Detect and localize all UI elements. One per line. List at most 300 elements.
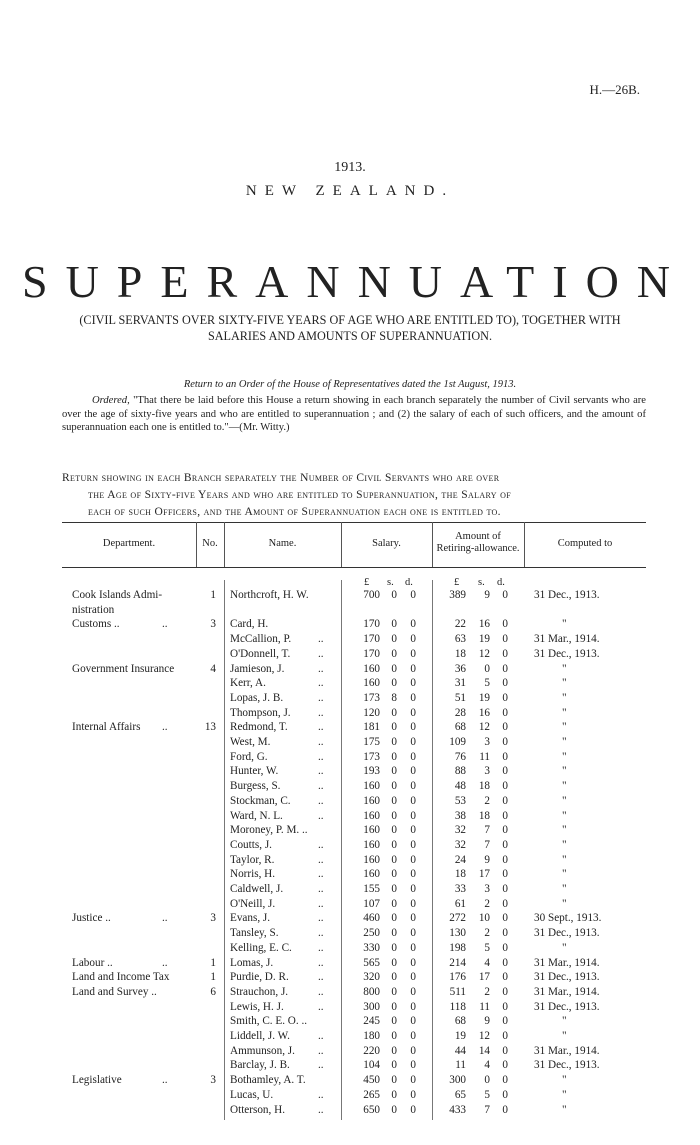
retiring-pence-cell: 0 [502,941,508,954]
name-cell: Northcroft, H. W. [230,589,309,601]
salary-shillings-cell: 0 [391,927,397,940]
retiring-shillings-cell: 14 [478,1044,490,1057]
name-cell: Norris, H. [230,868,276,881]
retiring-pounds-cell: 18 [454,868,466,881]
table-row [62,1103,646,1117]
salary-pounds-cell: 330 [363,941,380,954]
retiring-pence-cell: 0 [502,1000,508,1013]
computed-to-cell: " [562,883,567,895]
salary-pence-cell: 0 [410,618,416,631]
retiring-pounds-cell: 19 [454,1030,466,1042]
table-row [62,588,646,602]
table-row [62,779,646,793]
salary-pounds-cell: 160 [363,780,380,793]
number-cell: 3 [210,1074,216,1087]
retiring-pence-cell: 0 [502,883,508,895]
table-row [62,764,646,778]
name-leader-dots: .. [318,1103,324,1116]
document-subtitle: (CIVIL SERVANTS OVER SIXTY-FIVE YEARS OF AGE WHO ARE ENTITLED TO), TOGETHER WITH SALARIES AND AMOUNTS OF SUPERANNUATION. [79,313,621,343]
retiring-pence-cell: 0 [502,794,508,807]
salary-pence-cell: 0 [410,691,416,704]
department-cell: Land and Survey .. [72,985,157,998]
retiring-pounds-cell: 24 [454,853,466,866]
unit-shillings: s. [478,577,485,588]
computed-to-cell: " [562,765,567,778]
retiring-pounds-cell: 61 [454,897,466,910]
retiring-shillings-cell: 18 [478,780,490,793]
retiring-pounds-cell: 31 [454,677,466,690]
name-leader-dots: .. [318,1000,324,1013]
retiring-pounds-cell: 38 [454,809,466,822]
document-reference: H.—26B. [589,82,640,97]
name-cell: Thompson, J. [230,706,291,719]
retiring-shillings-cell: 12 [478,1030,490,1042]
retiring-shillings-cell: 0 [484,1074,490,1087]
document-title: SUPERANNUATION [21,256,689,307]
retiring-shillings-cell: 7 [484,824,490,837]
number-cell: 13 [204,721,216,734]
salary-shillings-cell: 0 [391,912,397,925]
salary-pence-cell: 0 [410,912,416,925]
salary-shillings-cell: 0 [391,662,397,675]
name-cell: Ammunson, J. [230,1044,295,1057]
table-row [62,1058,646,1072]
retiring-shillings-cell: 2 [484,985,490,998]
computed-to-cell: 31 Dec., 1913. [534,1000,600,1013]
retiring-pounds-cell: 33 [454,883,466,895]
salary-pounds-cell: 170 [363,633,380,646]
header-name: Name. [268,538,297,549]
unit-shillings: s. [387,577,394,588]
retiring-pence-cell: 0 [502,662,508,675]
salary-shillings-cell: 0 [391,1074,397,1087]
salary-pounds-cell: 220 [363,1044,380,1057]
name-leader-dots: .. [318,941,324,954]
table-row [62,706,646,720]
table-row [62,662,646,676]
computed-to-cell: 31 Mar., 1914. [534,633,600,646]
computed-to-cell: " [562,1030,567,1042]
salary-pence-cell: 0 [410,838,416,851]
retiring-pence-cell: 0 [502,677,508,690]
salary-pounds-cell: 700 [363,589,380,601]
name-cell: Lucas, U. [230,1088,274,1101]
retiring-pounds-cell: 88 [454,765,466,778]
retiring-shillings-cell: 2 [484,927,490,940]
department-cell: Labour .. [72,956,113,969]
table-row [62,970,646,984]
department-cell: nistration [72,603,115,616]
salary-pence-cell: 0 [410,750,416,763]
computed-to-cell: " [562,897,567,910]
table-row [62,1073,646,1087]
name-cell: Caldwell, J. [230,883,284,895]
retiring-shillings-cell: 4 [484,1059,490,1072]
department-leader-dots: .. [162,721,168,734]
ordered-text: "That there be laid before this House a return showing in each branch separately the number of Civil servants who are over the age of sixty-five years and who are entitled to superannuation ; and (2) the salary of each of such officers, and the amount of superannuation each one is entitled to."—(Mr. Witty.) [62,395,646,433]
computed-to-cell: " [562,721,567,734]
salary-pounds-cell: 450 [363,1074,380,1087]
salary-pounds-cell: 160 [363,838,380,851]
table-row [62,632,646,646]
name-cell: Barclay, J. B. [230,1059,290,1072]
retiring-shillings-cell: 10 [478,912,490,925]
name-cell: Kerr, A. [230,677,266,690]
return-to-order: Return to an Order of the House of Representatives dated the 1st August, 1913. [183,379,517,390]
salary-pounds-cell: 800 [363,985,380,998]
salary-pounds-cell: 160 [363,794,380,807]
salary-pence-cell: 0 [410,956,416,969]
salary-pence-cell: 0 [410,589,416,601]
name-leader-dots: .. [318,794,324,807]
name-cell: Lewis, H. J. [230,1000,284,1013]
salary-pence-cell: 0 [410,1103,416,1116]
salary-shillings-cell: 0 [391,765,397,778]
retiring-shillings-cell: 3 [484,765,490,778]
salary-pounds-cell: 173 [363,750,380,763]
computed-to-cell: 31 Dec., 1913. [534,927,600,940]
salary-pounds-cell: 300 [363,1000,380,1013]
name-leader-dots: .. [318,706,324,719]
retiring-shillings-cell: 2 [484,794,490,807]
table-row [62,676,646,690]
department-cell: Legislative [72,1074,122,1087]
salary-pounds-cell: 160 [363,853,380,866]
retiring-pounds-cell: 32 [454,838,466,851]
name-cell: Ford, G. [230,750,268,763]
retiring-shillings-cell: 12 [478,647,490,660]
retiring-pounds-cell: 433 [449,1103,466,1116]
retiring-shillings-cell: 5 [484,941,490,954]
table-row [62,956,646,970]
retiring-shillings-cell: 12 [478,721,490,734]
retiring-pounds-cell: 53 [454,794,466,807]
name-leader-dots: .. [318,809,324,822]
retiring-pounds-cell: 36 [454,662,466,675]
name-cell: Lopas, J. B. [230,691,284,704]
salary-shillings-cell: 0 [391,824,397,837]
header-retiring-allowance [432,531,524,555]
salary-pence-cell: 0 [410,941,416,954]
name-leader-dots: .. [318,662,324,675]
table-row [62,911,646,925]
retiring-pence-cell: 0 [502,824,508,837]
name-leader-dots: .. [318,691,324,704]
retiring-pence-cell: 0 [502,721,508,734]
table-row [62,985,646,999]
document-country: NEW ZEALAND. [245,183,455,199]
salary-pence-cell: 0 [410,1015,416,1028]
name-leader-dots: .. [318,721,324,734]
name-leader-dots: .. [318,1030,324,1042]
salary-pence-cell: 0 [410,809,416,822]
retiring-pounds-cell: 65 [454,1088,466,1101]
retiring-pence-cell: 0 [502,853,508,866]
salary-pence-cell: 0 [410,971,416,984]
retiring-pence-cell: 0 [502,897,508,910]
salary-pence-cell: 0 [410,1030,416,1042]
retiring-pence-cell: 0 [502,1015,508,1028]
name-cell: Evans, J. [230,912,271,925]
name-cell: Redmond, T. [230,721,288,734]
retiring-shillings-cell: 11 [479,1000,490,1013]
salary-pence-cell: 0 [410,1000,416,1013]
computed-to-cell: " [562,691,567,704]
name-cell: Hunter, W. [230,765,279,778]
retiring-shillings-cell: 17 [478,868,490,881]
salary-pence-cell: 0 [410,1088,416,1101]
salary-shillings-cell: 0 [391,633,397,646]
name-cell: Smith, C. E. O. .. [230,1015,308,1028]
retiring-shillings-cell: 16 [478,618,490,631]
salary-pence-cell: 0 [410,780,416,793]
name-leader-dots: .. [318,780,324,793]
retiring-pounds-cell: 76 [454,750,466,763]
salary-shillings-cell: 0 [391,647,397,660]
computed-to-cell: " [562,824,567,837]
table-row [62,926,646,940]
name-cell: Otterson, H. [230,1103,285,1116]
retiring-pence-cell: 0 [502,589,508,601]
name-cell: Liddell, J. W. [230,1030,290,1042]
department-leader-dots: .. [162,912,168,925]
header-salary: Salary. [372,538,401,549]
retiring-pence-cell: 0 [502,868,508,881]
retiring-pence-cell: 0 [502,956,508,969]
number-cell: 3 [210,912,216,925]
computed-to-cell: " [562,780,567,793]
salary-pounds-cell: 460 [363,912,380,925]
salary-pounds-cell: 181 [363,721,380,734]
salary-pounds-cell: 193 [363,765,380,778]
name-leader-dots: .. [318,1044,324,1057]
table-row [62,794,646,808]
table-row [62,941,646,955]
department-cell: Internal Affairs [72,721,141,734]
table-row [62,750,646,764]
name-leader-dots: .. [318,927,324,940]
salary-shillings-cell: 0 [391,1103,397,1116]
table-row [62,603,646,617]
retiring-shillings-cell: 7 [484,1103,490,1116]
computed-to-cell: " [562,1015,567,1028]
salary-shillings-cell: 0 [391,1000,397,1013]
retiring-pence-cell: 0 [502,1044,508,1057]
department-leader-dots: .. [162,956,168,969]
retiring-pounds-cell: 198 [449,941,466,954]
name-cell: Card, H. [230,618,269,631]
retiring-pence-cell: 0 [502,633,508,646]
name-cell: Jamieson, J. [230,662,285,675]
header-retiring-line: Retiring-allowance. [436,543,520,554]
return-heading [62,470,646,521]
retiring-shillings-cell: 19 [478,633,490,646]
retiring-pence-cell: 0 [502,736,508,748]
salary-pounds-cell: 107 [363,897,380,910]
computed-to-cell: " [562,809,567,822]
salary-shillings-cell: 0 [391,589,397,601]
return-heading-line: the Age of Sixty-five Years and who are entitled to Superannuation, the Salary of [88,489,511,501]
salary-shillings-cell: 0 [391,868,397,881]
salary-pounds-cell: 170 [363,647,380,660]
retiring-pounds-cell: 511 [449,985,466,998]
name-cell: Stockman, C. [230,794,291,807]
table-row [62,647,646,661]
retiring-pence-cell: 0 [502,647,508,660]
number-cell: 1 [210,956,216,969]
retiring-pence-cell: 0 [502,912,508,925]
salary-pounds-cell: 565 [363,956,380,969]
salary-pounds-cell: 175 [363,736,380,748]
name-cell: Moroney, P. M. .. [230,824,308,837]
name-cell: Ward, N. L. [230,809,283,822]
retiring-pence-cell: 0 [502,1103,508,1116]
salary-pounds-cell: 160 [363,677,380,690]
computed-to-cell: 30 Sept., 1913. [534,912,602,925]
retiring-pence-cell: 0 [502,985,508,998]
retiring-pence-cell: 0 [502,691,508,704]
name-leader-dots: .. [318,868,324,881]
computed-to-cell: " [562,853,567,866]
name-leader-dots: .. [318,971,324,984]
name-cell: Tansley, S. [230,927,279,940]
computed-to-cell: " [562,662,567,675]
retiring-shillings-cell: 11 [479,750,490,763]
salary-shillings-cell: 0 [391,750,397,763]
salary-shillings-cell: 0 [391,1044,397,1057]
name-cell: Coutts, J. [230,838,272,851]
retiring-pence-cell: 0 [502,750,508,763]
retiring-pounds-cell: 22 [454,618,466,631]
unit-pound: £ [364,577,370,588]
salary-shillings-cell: 0 [391,838,397,851]
salary-shillings-cell: 0 [391,809,397,822]
retiring-pounds-cell: 18 [454,647,466,660]
retiring-pence-cell: 0 [502,1088,508,1101]
salary-shillings-cell: 0 [391,736,397,748]
table-row [62,735,646,749]
table-header-rule [62,567,646,568]
salary-pence-cell: 0 [410,647,416,660]
salary-pounds-cell: 650 [363,1103,380,1116]
salary-pounds-cell: 265 [363,1088,380,1101]
name-leader-dots: .. [318,912,324,925]
salary-pence-cell: 0 [410,662,416,675]
retiring-shillings-cell: 9 [484,853,490,866]
salary-shillings-cell: 0 [391,941,397,954]
retiring-shillings-cell: 0 [484,662,490,675]
retiring-pounds-cell: 68 [454,721,466,734]
salary-pence-cell: 0 [410,677,416,690]
number-cell: 3 [210,618,216,631]
salary-shillings-cell: 0 [391,883,397,895]
department-cell: Justice .. [72,912,111,925]
name-leader-dots: .. [318,883,324,895]
name-leader-dots: .. [318,853,324,866]
computed-to-cell: " [562,868,567,881]
unit-pence: d. [405,577,413,588]
table-row [62,1029,646,1043]
retiring-pounds-cell: 109 [449,736,466,748]
header-no: No. [202,538,218,549]
table-row [62,720,646,734]
name-cell: Bothamley, A. T. [230,1074,306,1087]
name-leader-dots: .. [318,677,324,690]
computed-to-cell: " [562,1088,567,1101]
retiring-pence-cell: 0 [502,1030,508,1042]
retiring-pounds-cell: 176 [449,971,466,984]
name-leader-dots: .. [318,985,324,998]
computed-to-cell: 31 Mar., 1914. [534,985,600,998]
name-cell: McCallion, P. [230,633,292,646]
ordered-label: Ordered, [92,395,130,406]
salary-shillings-cell: 0 [391,706,397,719]
department-cell: Cook Islands Admi- [72,589,163,601]
table-row [62,823,646,837]
salary-shillings-cell: 0 [391,985,397,998]
table-row [62,1044,646,1058]
salary-pence-cell: 0 [410,985,416,998]
retiring-shillings-cell: 17 [478,971,490,984]
salary-pence-cell: 0 [410,927,416,940]
number-cell: 1 [210,589,216,601]
salary-shillings-cell: 0 [391,794,397,807]
name-leader-dots: .. [318,838,324,851]
table-row [62,809,646,823]
salary-shillings-cell: 0 [391,897,397,910]
salary-pounds-cell: 180 [363,1030,380,1042]
retiring-shillings-cell: 9 [484,589,490,601]
salary-pence-cell: 0 [410,736,416,748]
salary-pence-cell: 0 [410,706,416,719]
retiring-shillings-cell: 7 [484,838,490,851]
table-row [62,838,646,852]
retiring-pence-cell: 0 [502,1074,508,1087]
salary-pounds-cell: 173 [363,691,380,704]
computed-to-cell: " [562,1103,567,1116]
computed-to-cell: " [562,794,567,807]
salary-pounds-cell: 320 [363,971,380,984]
computed-to-cell: " [562,736,567,748]
return-heading-line: Return showing in each Branch separately the Number of Civil Servants who are over [62,472,500,484]
name-leader-dots: .. [318,647,324,660]
retiring-pence-cell: 0 [502,809,508,822]
computed-to-cell: " [562,750,567,763]
salary-pounds-cell: 160 [363,824,380,837]
salary-pence-cell: 0 [410,853,416,866]
salary-pence-cell: 0 [410,1074,416,1087]
number-cell: 4 [210,662,216,675]
name-leader-dots: .. [318,750,324,763]
salary-shillings-cell: 0 [391,956,397,969]
name-cell: Purdie, D. R. [230,971,289,984]
table-row [62,1000,646,1014]
salary-shillings-cell: 0 [391,1088,397,1101]
name-leader-dots: .. [318,736,324,748]
salary-shillings-cell: 0 [391,618,397,631]
salary-shillings-cell: 0 [391,1059,397,1072]
retiring-shillings-cell: 5 [484,677,490,690]
retiring-pence-cell: 0 [502,706,508,719]
salary-pence-cell: 0 [410,765,416,778]
computed-to-cell: " [562,706,567,719]
salary-pence-cell: 0 [410,721,416,734]
retiring-shillings-cell: 3 [484,883,490,895]
table-row [62,882,646,896]
retiring-pounds-cell: 389 [449,589,466,601]
computed-to-cell: " [562,618,567,631]
name-cell: O'Donnell, T. [230,647,291,660]
